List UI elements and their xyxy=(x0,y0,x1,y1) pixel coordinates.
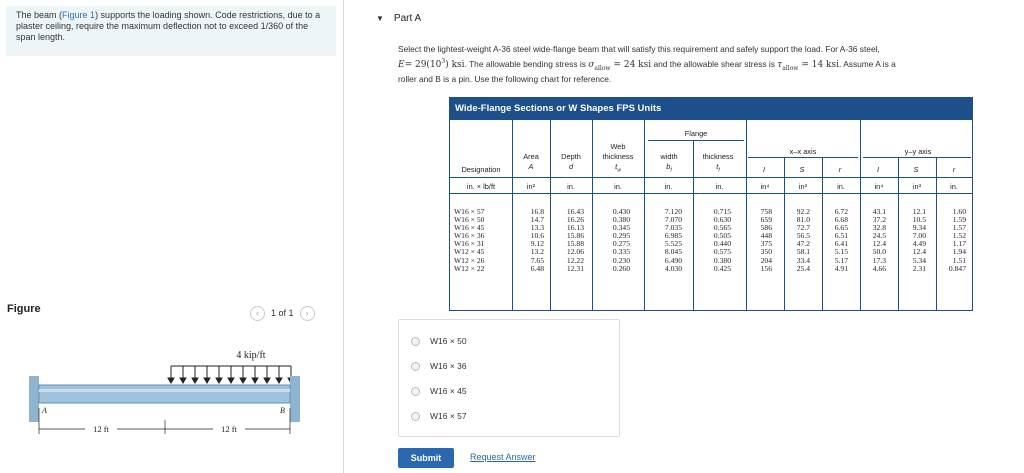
table-title: Wide-Flange Sections or W Shapes FPS Units xyxy=(450,98,972,120)
col-rx: 6.72 6.68 6.65 6.51 6.41 5.15 5.17 4.91 xyxy=(834,207,848,273)
choice-w16x57[interactable]: W16 × 57 xyxy=(411,411,467,421)
col-sy: 12.1 10.5 9.34 7.00 4.49 12.4 5.34 2.31 xyxy=(912,207,926,273)
figure-link[interactable]: Figure 1 xyxy=(62,10,96,20)
col-ry: 1.60 1.59 1.57 1.52 1.17 1.94 1.51 0.847 xyxy=(948,207,966,273)
part-title: Part A xyxy=(393,13,422,24)
question-text: Select the lightest-weight A-36 steel wide-flange beam that will satisfy this requirement and safely support the load. For A-36 steel, $E= 29(10^3)$ ksi. The allowable bending stress is $\sigma_{allow} = 24$ ksi and the allowable shear stress is $\tau_{allow} = 14$ ksi. Assume A is a roller and B is a pin. Use the following chart for reference. xyxy=(398,44,896,84)
col-flange-thickness: 0.715 0.630 0.565 0.505 0.440 0.575 0.380 0.425 xyxy=(713,207,731,273)
header-xx-axis: x–x axis xyxy=(789,147,817,156)
span1-label: 12 ft xyxy=(93,424,109,434)
part-header[interactable] xyxy=(376,13,421,24)
header-yy-axis: y–y axis xyxy=(904,147,932,156)
col-area: 16.8 14.7 13.3 10.6 9.12 13.2 7.65 6.48 xyxy=(530,207,544,273)
submit-button[interactable]: Submit xyxy=(398,448,454,468)
problem-statement: The beam (Figure 1) supports the loading shown. Code restrictions, due to a plaster ceiling, require the maximum deflection not to exceed 1/360 of the span length. xyxy=(6,6,336,56)
load-label: 4 kip/ft xyxy=(236,350,266,361)
choice-w16x45[interactable]: W16 × 45 xyxy=(411,386,467,396)
col-web: 0.430 0.380 0.345 0.295 0.275 0.335 0.230 0.260 xyxy=(612,207,630,273)
radio-button[interactable] xyxy=(411,412,420,421)
header-designation: Designation xyxy=(461,165,501,174)
support-a-label: A xyxy=(42,406,47,415)
table-body: Flange x–x axis y–y axis Web thickness $t_w$ Area A Depth d width $b_f$ thickness $t_f$ Designation I S r I S r in. × lb/ft in² in. in. in. in. in⁴ in³ in. in⁴ in³ in. W16 × 57 W16 × 50 W16 × 45 W16 × 36 W16 × 31 W12 × 45 W12 × 26 W12 × 22 16.8 14.7 13.3 10.6 9.12 13.2 7.65 6.48 16.43 16.26 16.13 15.86 15.88 12.06 12.22 12.31 0.430 0.380 0.345 0.295 0.275 0.335 0.230 0.260 7.120 7.070 7.035 6.985 5.525 8.045 6.490 4.030 0.715 0.630 0.565 0.505 0.440 0.575 0.380 0.425 758 659 586 448 375 350 204 156 92.2 81.0 72.7 56.5 47.2 58.1 33.4 25.4 6.72 6.68 6.65 6.51 6.41 5.15 5.17 4.91 43.1 37.2 32.8 24.5 12.4 50.0 17.3 4.66 12.1 10.5 9.34 7.00 4.49 12.4 5.34 2.31 1.60 1.59 1.57 1.52 1.17 1.94 1.51 0.847 xyxy=(450,120,972,310)
wide-flange-table xyxy=(449,97,973,311)
left-wall xyxy=(29,376,39,422)
collapse-caret-icon[interactable]: ▼ xyxy=(376,14,384,23)
left-panel xyxy=(0,0,344,473)
next-figure-button[interactable]: › xyxy=(300,306,315,321)
col-iy: 43.1 37.2 32.8 24.5 12.4 50.0 17.3 4.66 xyxy=(872,207,886,273)
beam xyxy=(39,385,290,403)
right-wall xyxy=(290,376,300,422)
request-answer-link[interactable]: Request Answer xyxy=(470,452,536,462)
distributed-load-arrows xyxy=(168,366,294,383)
col-ix: 758 659 586 448 375 350 204 156 xyxy=(760,207,772,273)
col-depth: 16.43 16.26 16.13 15.86 15.88 12.06 12.22 12.31 xyxy=(566,207,584,273)
answer-choices xyxy=(398,319,620,437)
radio-button[interactable] xyxy=(411,387,420,396)
prev-figure-button[interactable]: ‹ xyxy=(250,306,265,321)
radio-button[interactable] xyxy=(411,362,420,371)
figure-label: Figure xyxy=(7,303,41,315)
choice-w16x50[interactable]: W16 × 50 xyxy=(411,336,467,346)
col-sx: 92.2 81.0 72.7 56.5 47.2 58.1 33.4 25.4 xyxy=(796,207,810,273)
pager-text: 1 of 1 xyxy=(271,308,294,318)
beam-figure xyxy=(25,342,305,442)
choice-w16x36[interactable]: W16 × 36 xyxy=(411,361,467,371)
col-designation: W16 × 57 W16 × 50 W16 × 45 W16 × 36 W16 × 31 W12 × 45 W12 × 26 W12 × 22 xyxy=(454,207,485,273)
col-flange-width: 7.120 7.070 7.035 6.985 5.525 8.045 6.490 4.030 xyxy=(664,207,682,273)
header-flange: Flange xyxy=(684,129,708,138)
figure-pager xyxy=(250,305,315,321)
column-divider xyxy=(343,0,344,473)
radio-button[interactable] xyxy=(411,337,420,346)
span2-label: 12 ft xyxy=(221,424,237,434)
support-b-label: B xyxy=(280,406,285,415)
